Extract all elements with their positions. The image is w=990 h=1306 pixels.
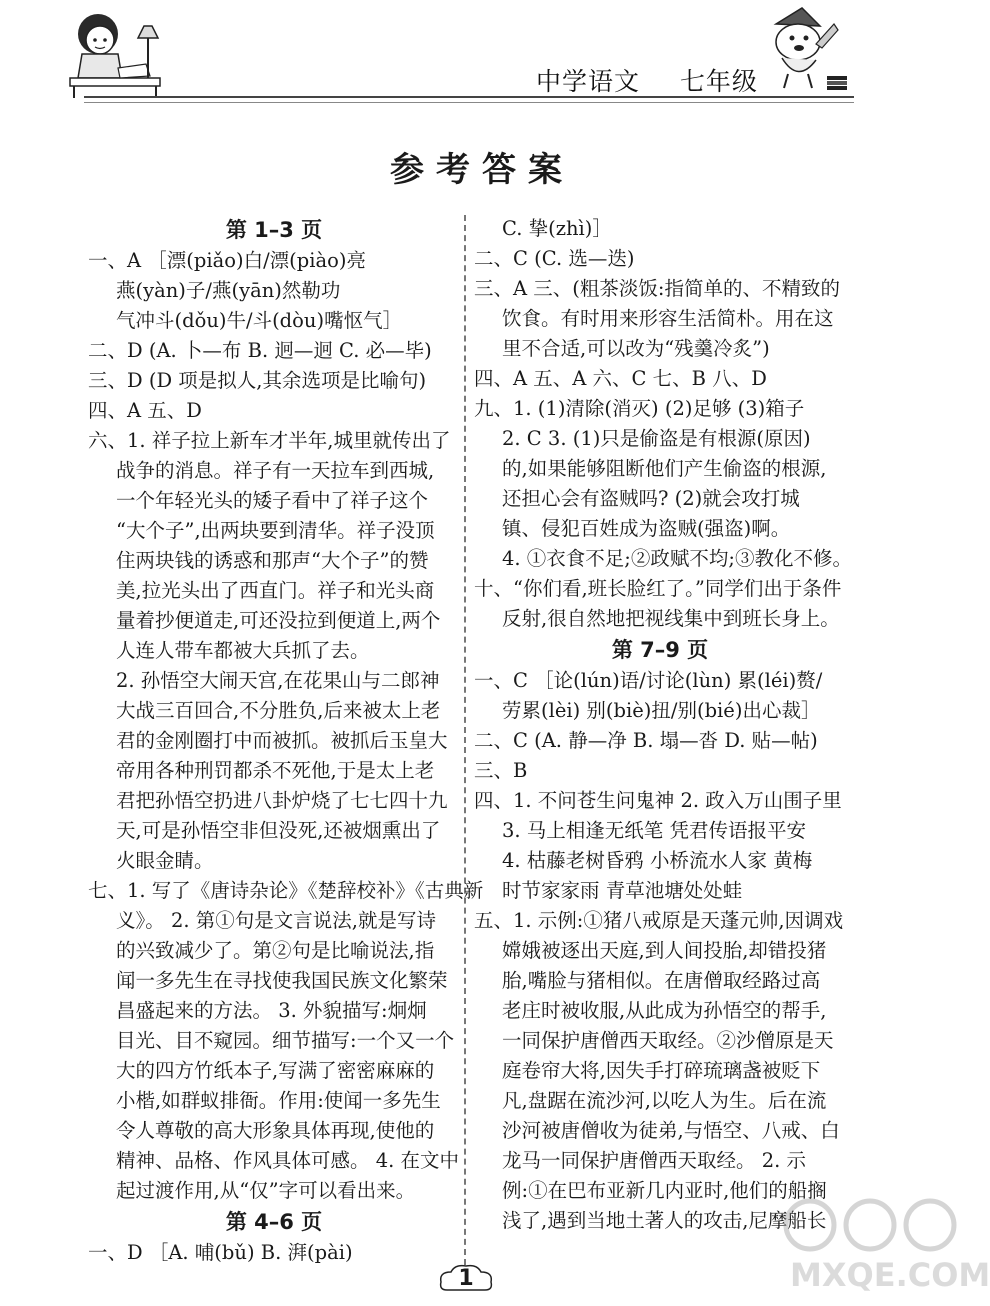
answer-line: 凡,盘踞在流沙河,以吃人为生。后在流 bbox=[502, 1089, 827, 1112]
answer-line: 昌盛起来的方法。 3. 外貌描写:炯炯 bbox=[116, 999, 427, 1022]
answer-line: 人连人带车都被大兵抓了去。 bbox=[116, 639, 370, 662]
answer-line: 九、1. (1)清除(消灭) (2)足够 (3)箱子 bbox=[474, 397, 805, 420]
answer-line: 帝用各种刑罚都杀不死他,于是太上老 bbox=[116, 759, 435, 782]
grade-label: 七年级 bbox=[679, 67, 758, 96]
section-heading: 第 7–9 页 bbox=[611, 638, 709, 662]
answer-line: 例:①在巴布亚新几内亚时,他们的船搁 bbox=[502, 1179, 827, 1202]
answer-line: 精神、品格、作风具体可感。 4. 在文中 bbox=[116, 1149, 460, 1172]
page-number: 1 bbox=[458, 1266, 474, 1291]
answer-line: 劳累(lèi) 别(biè)扭/别(bié)出心裁］ bbox=[502, 699, 821, 722]
answer-line: 一、A ［漂(piǎo)白/漂(piào)亮 bbox=[88, 249, 366, 272]
answer-line: 大战三百回合,不分胜负,后来被太上老 bbox=[116, 699, 441, 722]
answer-line: 君把孙悟空扔进八卦炉烧了七七四十九 bbox=[116, 789, 448, 812]
answer-line: 一、D ［A. 哺(bǔ) B. 湃(pài) bbox=[88, 1241, 353, 1264]
watermark bbox=[780, 1190, 990, 1300]
answer-line: 龙马一同保护唐僧西天取经。 2. 示 bbox=[502, 1149, 807, 1172]
answer-line: 里不合适,可以改为“残羹冷炙”) bbox=[502, 337, 770, 360]
column-divider bbox=[464, 215, 466, 1265]
answer-line: 的,如果能够阻断他们产生偷盗的根源, bbox=[502, 457, 827, 480]
answer-line: 沙河被唐僧收为徒弟,与悟空、八戒、白 bbox=[502, 1119, 840, 1142]
answer-line: 住两块钱的诱惑和那声“大个子”的赞 bbox=[116, 549, 429, 572]
answer-line: 三、A 三、(粗茶淡饭:指简单的、不精致的 bbox=[474, 277, 840, 300]
answer-line: 七、1. 写了《唐诗杂论》《楚辞校补》《古典新 bbox=[88, 879, 484, 902]
answer-line: 2. C 3. (1)只是偷盗是有根源(原因) bbox=[502, 427, 811, 450]
answer-line: 四、A 五、A 六、C 七、B 八、D bbox=[474, 367, 767, 390]
answer-line: 庭卷帘大将,因失手打碎琉璃盏被贬下 bbox=[502, 1059, 821, 1082]
answer-line: 美,拉光头出了西直门。祥子和光头商 bbox=[116, 579, 435, 602]
watermark-url: MXQE.COM bbox=[790, 1256, 990, 1294]
answer-line: 四、1. 不问苍生问鬼神 2. 政入万山围子里 bbox=[474, 789, 842, 812]
section-heading: 第 1–3 页 bbox=[225, 218, 323, 242]
answer-line: 五、1. 示例:①猪八戒原是天蓬元帅,因调戏 bbox=[474, 909, 844, 932]
answer-line: 三、D (D 项是拟人,其余选项是比喻句) bbox=[88, 369, 427, 392]
answer-line: 气冲斗(dǒu)牛/斗(dòu)嘴怄气］ bbox=[116, 309, 403, 332]
answer-line: 战争的消息。祥子有一天拉车到西城, bbox=[116, 459, 435, 482]
left-column bbox=[88, 214, 484, 1268]
answer-line: 起过渡作用,从“仅”字可以看出来。 bbox=[116, 1179, 416, 1202]
answer-line: 义》。 2. 第①句是文言说法,就是写诗 bbox=[116, 909, 436, 932]
answer-line: 时节家家雨 青草池塘处处蛙 bbox=[502, 879, 743, 902]
answer-line: 量着抄便道走,可还没拉到便道上,两个 bbox=[116, 609, 441, 632]
answer-line: 四、A 五、D bbox=[88, 399, 202, 422]
answer-line: 反射,很自然地把视线集中到班长身上。 bbox=[502, 607, 840, 630]
answer-line: 还担心会有盗贼吗? (2)就会攻打城 bbox=[502, 487, 800, 510]
page-header bbox=[0, 0, 964, 100]
page-title: 参考答案 bbox=[390, 150, 574, 190]
right-column bbox=[474, 214, 852, 1236]
answer-line: 的兴致减少了。第②句是比喻说法,指 bbox=[116, 939, 435, 962]
answer-line: 二、C (C. 选—迭) bbox=[474, 247, 635, 270]
answer-line: 2. 孙悟空大闹天宫,在花果山与二郎神 bbox=[116, 669, 440, 692]
answer-line: 燕(yàn)子/燕(yān)然勒功 bbox=[116, 279, 341, 302]
answer-line: 十、“你们看,班长脸红了。”同学们出于条件 bbox=[474, 577, 842, 600]
answer-line: 镇、侵犯百姓成为盗贼(强盗)啊。 bbox=[502, 517, 791, 540]
page-number-badge bbox=[437, 1262, 495, 1296]
subject-label: 中学语文 bbox=[536, 67, 641, 96]
section-heading: 第 4–6 页 bbox=[225, 1210, 323, 1234]
answer-line: 一同保护唐僧西天取经。②沙僧原是天 bbox=[502, 1029, 834, 1052]
answer-line: “大个子”,出两块要到清华。祥子没顶 bbox=[116, 519, 435, 542]
answer-line: 目光、目不窥园。细节描写:一个又一个 bbox=[116, 1029, 455, 1052]
answer-line: 老庄时被收服,从此成为孙悟空的帮手, bbox=[502, 999, 827, 1022]
answer-line: 二、D (A. 卜—布 B. 迥—迥 C. 必—毕) bbox=[88, 339, 432, 362]
answer-line: 火眼金睛。 bbox=[116, 849, 214, 872]
answer-line: 天,可是孙悟空非但没死,还被烟熏出了 bbox=[116, 819, 441, 842]
answer-line: 3. 马上相逢无纸笔 凭君传语报平安 bbox=[502, 819, 807, 842]
answer-line: 小楷,如群蚁排衙。作用:使闻一多先生 bbox=[116, 1089, 441, 1112]
answer-line: 大的四方竹纸本子,写满了密密麻麻的 bbox=[116, 1059, 435, 1082]
answer-line: 4. ①衣食不足;②政赋不均;③教化不修。 bbox=[502, 547, 852, 570]
answer-line: 嫦娥被逐出天庭,到人间投胎,却错投猪 bbox=[502, 939, 827, 962]
answer-line: 一个年轻光头的矮子看中了祥子这个 bbox=[116, 489, 429, 512]
answer-line: 胎,嘴脸与猪相似。在唐僧取经路过高 bbox=[502, 969, 821, 992]
watermark-logo-icon bbox=[780, 1190, 960, 1260]
girl-reading-illustration-icon bbox=[60, 8, 170, 100]
answer-line: 4. 枯藤老树昏鸦 小桥流水人家 黄梅 bbox=[502, 849, 813, 872]
header-rule bbox=[84, 96, 854, 103]
answer-line: 浅了,遇到当地土著人的攻击,尼摩船长 bbox=[502, 1209, 827, 1232]
answer-line: 六、1. 祥子拉上新车才半年,城里就传出了 bbox=[88, 429, 451, 452]
answer-line: C. 挚(zhì)］ bbox=[502, 217, 612, 240]
answer-line: 君的金刚圈打中而被抓。被抓后玉皇大 bbox=[116, 729, 448, 752]
answer-line: 闻一多先生在寻找使我国民族文化繁荣 bbox=[116, 969, 448, 992]
book-stack-icon bbox=[826, 74, 848, 92]
answer-line: 饮食。有时用来形容生活简朴。用在这 bbox=[502, 307, 834, 330]
answer-line: 二、C (A. 静—净 B. 塌—沓 D. 贴—帖) bbox=[474, 729, 818, 752]
answer-line: 令人尊敬的高大形象具体再现,使他的 bbox=[116, 1119, 435, 1142]
answer-line: 一、C ［论(lún)语/讨论(lùn) 累(léi)赘/ bbox=[474, 669, 823, 692]
answer-line: 三、B bbox=[474, 759, 528, 782]
